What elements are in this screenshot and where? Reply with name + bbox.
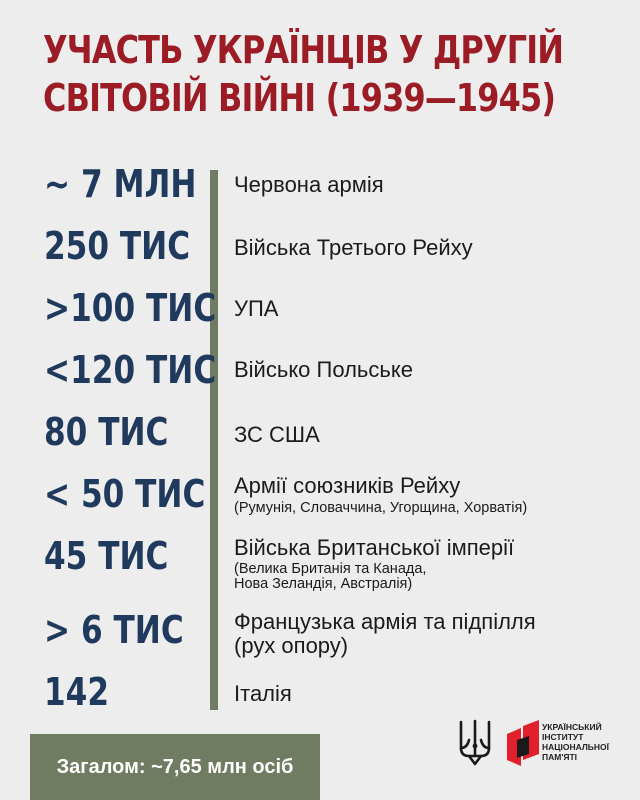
stat-label: Армії союзників Рейху: [234, 473, 461, 498]
title-line-2: СВІТОВІЙ ВІЙНІ (1939—1945): [43, 76, 556, 120]
stat-sublabel: (Румунія, Словаччина, Угорщина, Хорватія): [234, 500, 528, 516]
total-banner: [30, 734, 320, 800]
stat-label: Війська Третього Рейху: [234, 235, 473, 260]
uinp-logo-icon: [507, 720, 539, 766]
stat-sublabel: (Велика Британія та Канада,: [234, 561, 427, 577]
org-name: [542, 722, 609, 762]
org-name-line: УКРАЇНСЬКИЙ: [542, 722, 602, 732]
stat-label: Італія: [234, 681, 292, 706]
stat-label-continuation: (рух опору): [234, 633, 349, 658]
stat-label: ЗС США: [234, 422, 320, 447]
org-name-line: ПАМ'ЯТІ: [542, 752, 578, 762]
page-title: [43, 26, 564, 122]
org-name-line: НАЦІОНАЛЬНОЇ: [542, 742, 610, 752]
stat-number: <120 ТИС: [44, 348, 217, 392]
stat-number: ~ 7 МЛН: [44, 162, 197, 206]
stat-label: Французька армія та підпілля: [234, 609, 536, 634]
title-line-1: УЧАСТЬ УКРАЇНЦІВ У ДРУГІЙ: [43, 28, 564, 72]
org-name-line: ІНСТИТУТ: [542, 732, 584, 742]
stat-sublabel: Нова Зеландія, Австралія): [234, 576, 413, 592]
stat-label: Червона армія: [234, 172, 384, 197]
stat-label: Військо Польське: [234, 357, 413, 382]
stat-number: 250 ТИС: [44, 224, 191, 268]
stat-number: < 50 ТИС: [44, 472, 206, 516]
stat-number: 45 ТИС: [44, 534, 169, 578]
trident-icon: [455, 718, 495, 768]
stat-label: Війська Британської імперії: [234, 535, 515, 560]
total-text: Загалом: ~7,65 млн осіб: [56, 755, 294, 778]
stat-number: 80 ТИС: [44, 410, 169, 454]
stat-number: > 6 ТИС: [44, 608, 184, 652]
stat-number: >100 ТИС: [44, 286, 217, 330]
stat-label: УПА: [234, 296, 279, 321]
stat-number: 142: [44, 670, 110, 714]
vertical-divider: [210, 170, 218, 710]
